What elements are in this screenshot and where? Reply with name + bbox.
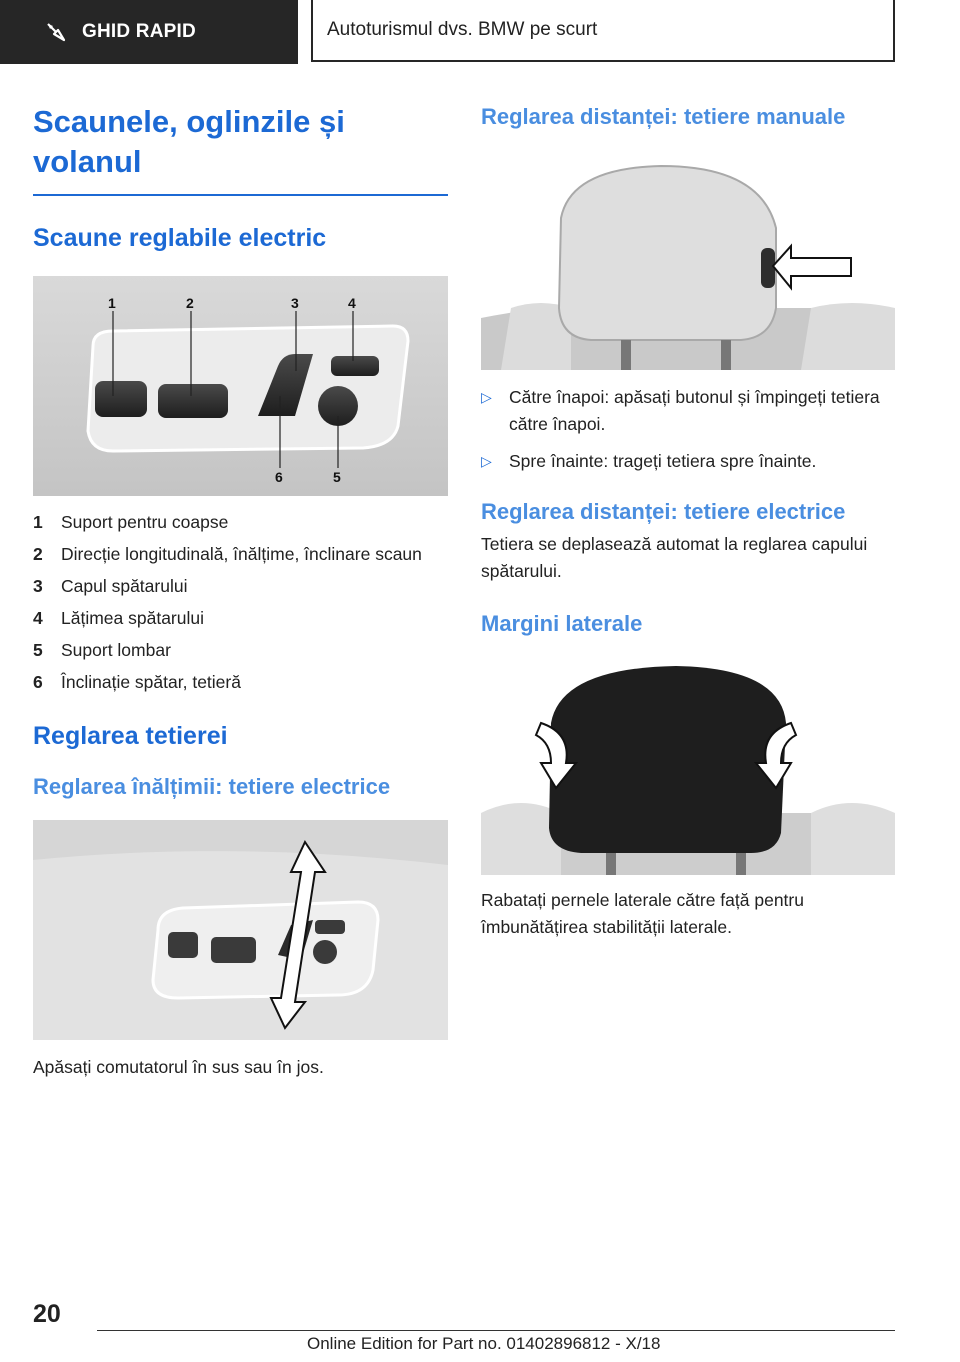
callout-2: 2 <box>186 295 194 311</box>
section-tab-label: GHID RAPID <box>82 21 196 42</box>
subheading-distance-electric: Reglarea distanței: tetiere electrice <box>481 499 846 524</box>
right-column <box>481 102 895 941</box>
list-item: 2 Direcție longitudinală, înălțime, înclinare scaun <box>33 544 422 564</box>
side-wings-text: Rabatați pernele laterale către față pentru îmbunătățirea stabilității laterale. <box>481 890 804 937</box>
subheading-side-wings: Margini laterale <box>481 611 643 636</box>
footer-rule <box>97 1330 895 1331</box>
backrest-width-button <box>331 356 379 376</box>
list-item: ▷ Către înapoi: apăsați butonul și împingeți tetiera către înapoi. <box>481 384 895 438</box>
subheading-distance-manual: Reglarea distanței: tetiere manuale <box>481 104 846 129</box>
section-tab[interactable] <box>0 0 298 64</box>
callout-1: 1 <box>108 295 116 311</box>
list-item: ▷ Spre înainte: trageți tetiera spre înainte. <box>481 448 895 475</box>
chapter-title: Autoturismul dvs. BMW pe scurt <box>327 19 598 40</box>
side-wings-figure <box>481 663 895 875</box>
headrest-button <box>761 248 775 288</box>
title-rule <box>33 194 448 196</box>
list-item: 6 Înclinație spătar, tetieră <box>33 672 241 692</box>
list-item: 5 Suport lombar <box>33 640 171 660</box>
seat-controls-legend <box>33 510 448 694</box>
section-heading-headrest: Reglarea tetierei <box>33 722 228 750</box>
headrest-manual-figure <box>481 158 895 370</box>
seat-adjust-button <box>158 384 228 418</box>
list-item: 3 Capul spătarului <box>33 576 188 596</box>
subheading-height-electric: Reglarea înălțimii: tetiere electrice <box>33 774 391 799</box>
bullet-triangle-icon: ▷ <box>481 453 492 469</box>
section-heading-electric-seats: Scaune reglabile electric <box>33 224 327 252</box>
callout-3: 3 <box>291 295 299 311</box>
bullet-triangle-icon: ▷ <box>481 389 492 405</box>
headrest-height-figure <box>33 820 448 1040</box>
chapter-header <box>311 0 895 62</box>
quick-guide-icon <box>44 20 68 44</box>
callout-5: 5 <box>333 469 341 485</box>
electric-distance-text: Tetiera se deplasează automat la reglarea capului spătarului. <box>481 534 868 581</box>
manual-instructions <box>481 384 895 475</box>
callout-4: 4 <box>348 295 356 311</box>
left-column <box>33 102 448 1081</box>
page-number: 20 <box>33 1300 61 1328</box>
callout-6: 6 <box>275 469 283 485</box>
height-caption: Apăsați comutatorul în sus sau în jos. <box>33 1057 324 1077</box>
list-item: 4 Lățimea spătarului <box>33 608 204 628</box>
page-title: Scaunele, oglinzile și volanul <box>33 104 345 179</box>
edition-footer: Online Edition for Part no. 01402896812 - X/18 <box>307 1334 661 1353</box>
seat-controls-figure <box>33 276 448 496</box>
thigh-support-button <box>95 381 147 417</box>
headrest-black <box>549 666 786 853</box>
list-item: 1 Suport pentru coapse <box>33 512 229 532</box>
